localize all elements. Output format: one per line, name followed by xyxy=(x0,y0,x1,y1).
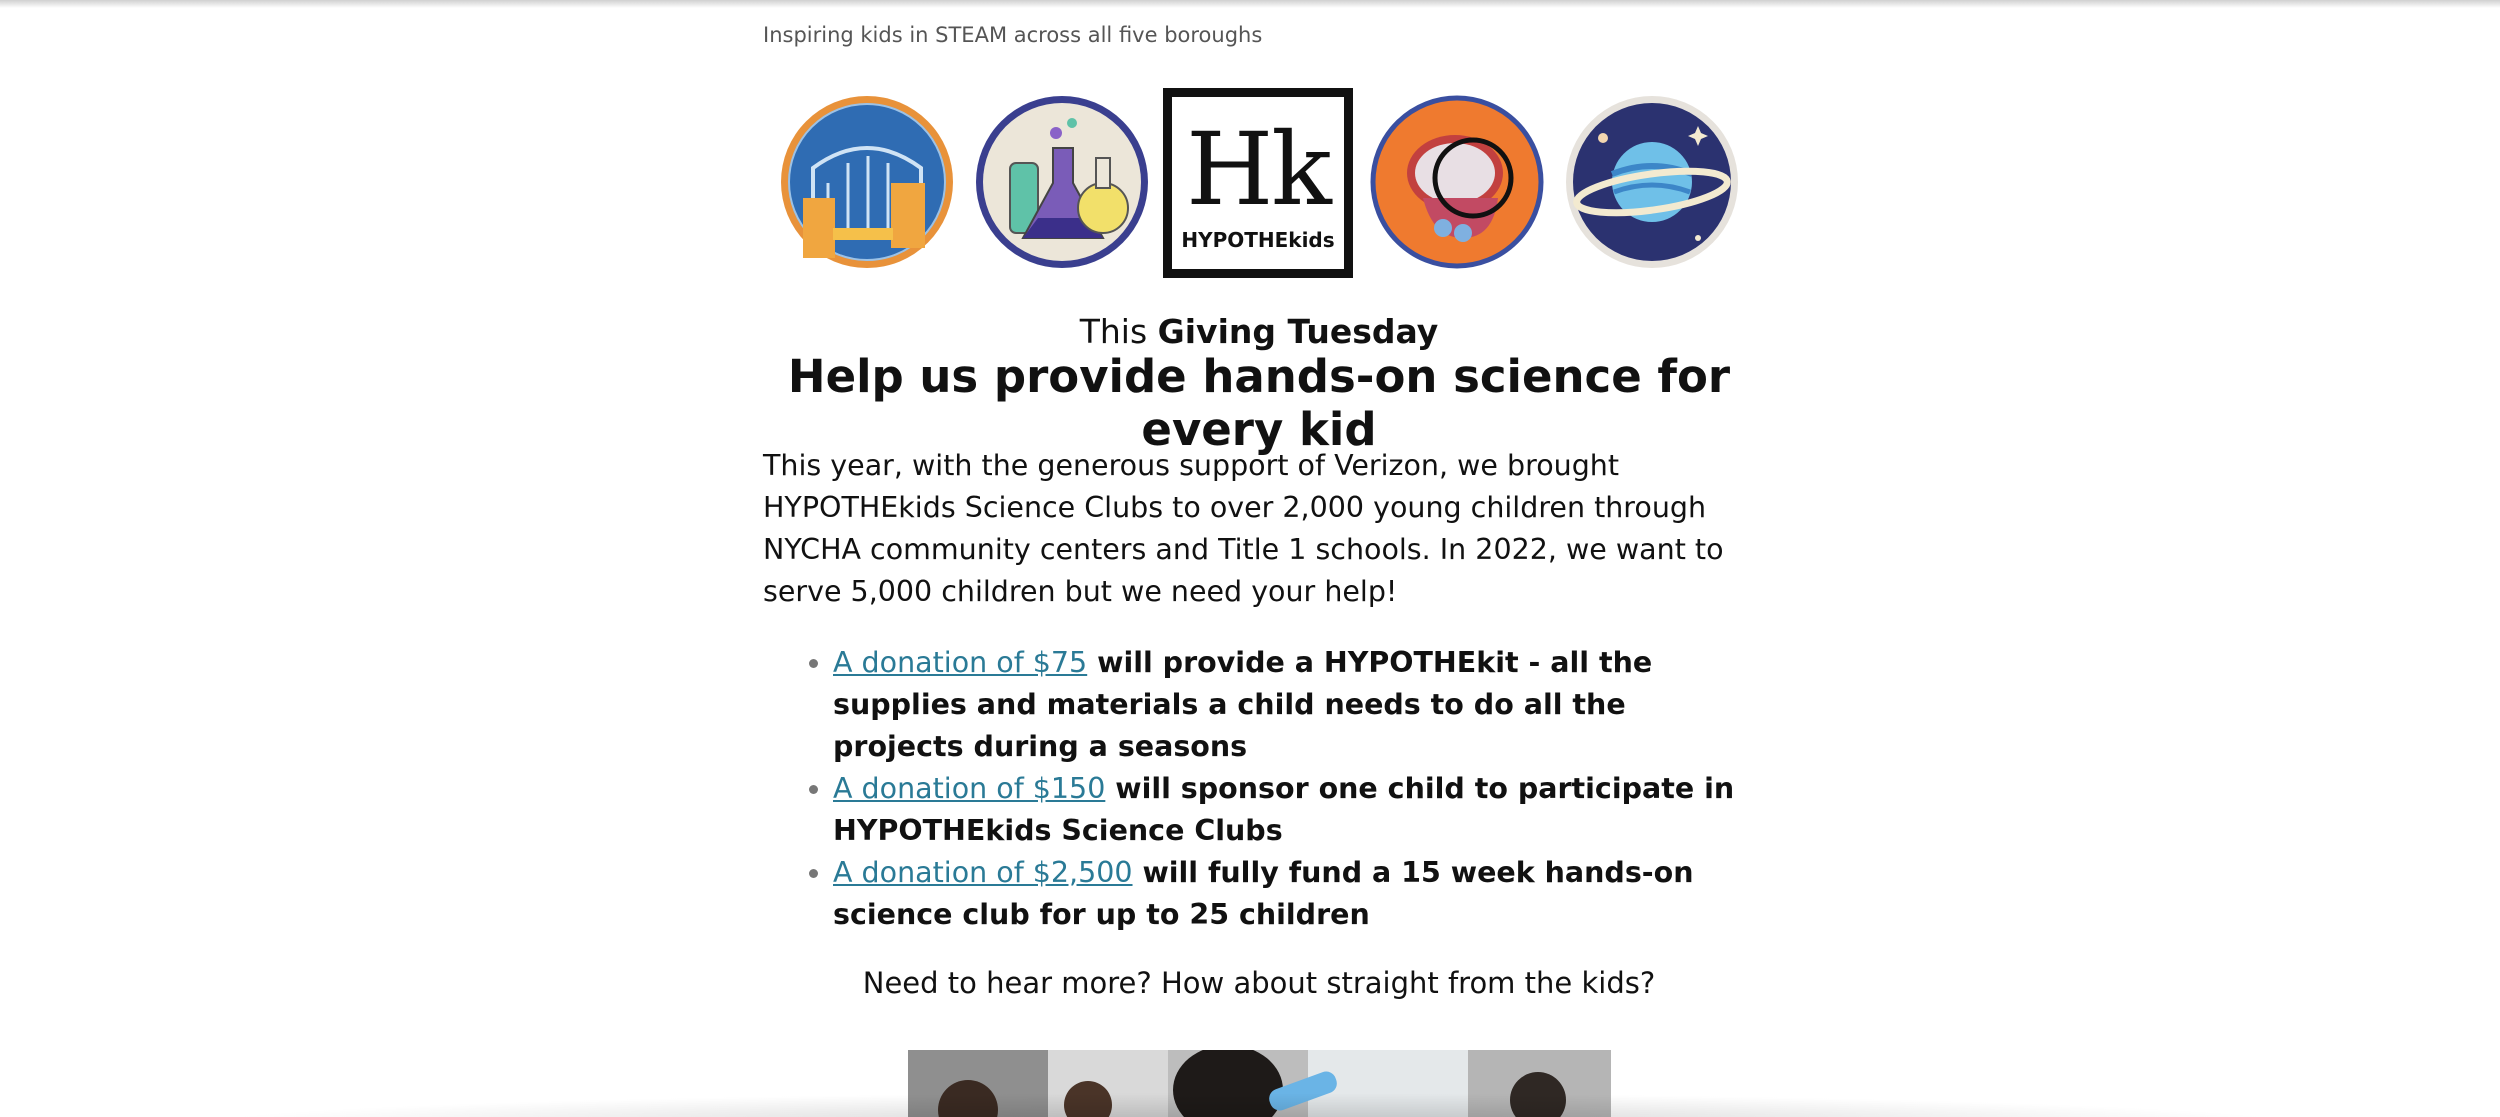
donate-75-link[interactable]: A donation of $75 xyxy=(833,646,1088,679)
planet-badge-icon xyxy=(1558,88,1747,277)
kids-video-prompt: Need to hear more? How about straight from the kids? xyxy=(862,966,1656,1000)
brooklyn-bridge-badge-icon xyxy=(773,88,962,277)
donation-description: will fully fund a 15 week hands-on science club for up to 25 children xyxy=(833,856,1694,931)
bottom-shadow xyxy=(0,1087,2500,1117)
donate-150-link[interactable]: A donation of $150 xyxy=(833,772,1106,805)
list-item xyxy=(833,852,1755,936)
donation-list xyxy=(763,642,1755,936)
tagline: Inspiring kids in STEAM across all five boroughs xyxy=(763,23,1263,47)
eyebrow-prefix: This xyxy=(1079,312,1158,351)
eyebrow-highlight: Giving Tuesday xyxy=(1157,312,1439,351)
intro-paragraph: This year, with the generous support of Verizon, we brought HYPOTHEkids Science Clubs to over 2,000 young children through NYCHA community centers and Title 1 schools. In 2022, we want to serve 5,000 children but we need your help! xyxy=(763,449,1724,608)
logo-wordmark: HYPOTHEkids xyxy=(1181,228,1335,252)
donation-description: will sponsor one child to participate in HYPOTHEkids Science Clubs xyxy=(833,772,1735,847)
donation-description: will provide a HYPOTHEkit - all the supplies and materials a child needs to do all the projects during a seasons xyxy=(833,646,1653,763)
drum-badge-icon xyxy=(1363,88,1552,277)
top-shadow xyxy=(0,0,2500,8)
list-item xyxy=(833,768,1755,852)
hypothekids-logo xyxy=(1163,88,1353,278)
giving-tuesday-eyebrow xyxy=(763,312,1755,351)
page-title: Help us provide hands-on science for every kid xyxy=(787,350,1731,456)
list-item xyxy=(833,642,1755,768)
badge-strip xyxy=(763,88,1755,282)
science-flasks-badge-icon xyxy=(968,88,1157,277)
logo-letters: Hk xyxy=(1186,111,1330,228)
donate-2500-link[interactable]: A donation of $2,500 xyxy=(833,856,1133,889)
